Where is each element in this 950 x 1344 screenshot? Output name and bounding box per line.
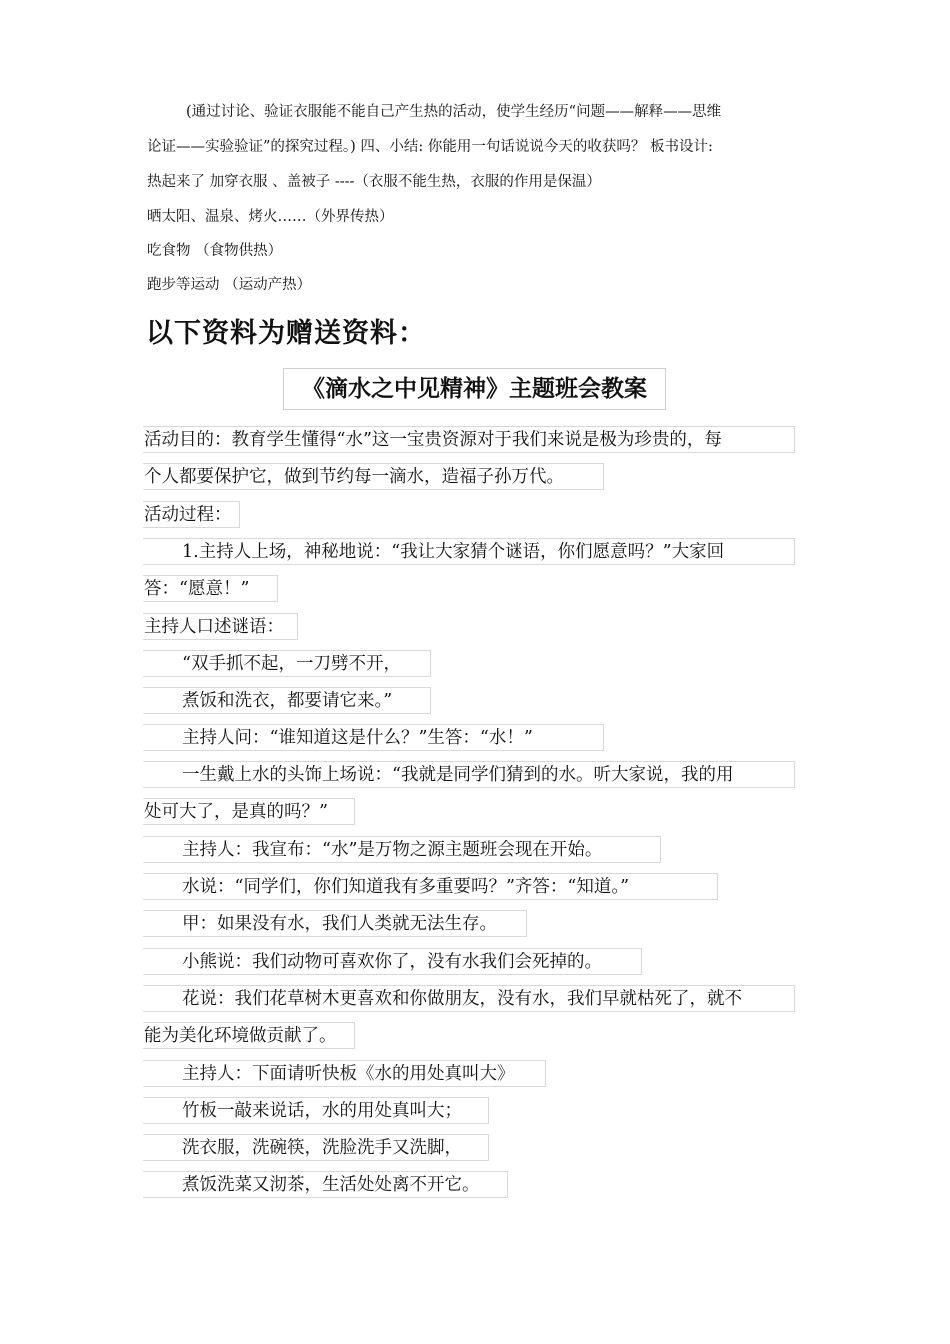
text-line: 主持人问：“谁知道这是什么？”生答：“水！” [143,724,604,751]
paragraph-line: 晒太阳、温泉、烤火……（外界传热） [147,209,394,225]
paragraph-line: 论证——实验验证”的探究过程。) 四、小结: 你能用一句话说说今天的收获吗？ 板书设计: [147,139,713,155]
text-line: 能为美化环境做贡献了。 [143,1022,355,1049]
text-line: 煮饭和洗衣，都要请它来。” [143,687,431,714]
text-line: 答：“愿意！” [143,575,278,602]
text-line: 洗衣服，洗碗筷，洗脸洗手又洗脚， [143,1134,489,1161]
paragraph-line: 跑步等运动 （运动产热） [147,277,312,293]
text-line: “双手抓不起，一刀劈不开， [143,650,431,677]
paragraph-line: (通过讨论、验证衣服能不能自己产生热的活动，使学生经历“问题——解释——思维 [186,104,722,120]
text-line: 竹板一敲来说话，水的用处真叫大； [143,1097,489,1124]
text-line: 主持人：下面请听快板《水的用处真叫大》 [143,1060,546,1087]
text-line: 水说：“同学们，你们知道我有多重要吗？”齐答：“知道。” [143,873,718,900]
text-line: 处可大了，是真的吗？” [143,798,355,825]
text-line: 煮饭洗菜又沏茶，生活处处离不开它。 [143,1171,508,1198]
paragraph-line: 吃食物 （食物供热） [147,243,283,259]
text-line: 一生戴上水的头饰上场说：“我就是同学们猜到的水。听大家说，我的用 [143,761,795,788]
bonus-heading: 以下资料为赠送资料： [146,318,426,349]
text-line: 花说：我们花草树木更喜欢和你做朋友，没有水，我们早就枯死了，就不 [143,985,795,1012]
text-line: 1.主持人上场，神秘地说：“我让大家猜个谜语，你们愿意吗？”大家回 [143,538,795,565]
text-line: 主持人口述谜语： [143,613,298,640]
paragraph-line: 热起来了 加穿衣服 、盖被子 ----（衣服不能生热，衣服的作用是保温） [147,174,601,190]
text-line: 甲：如果没有水，我们人类就无法生存。 [143,910,527,937]
text-line: 小熊说：我们动物可喜欢你了，没有水我们会死掉的。 [143,948,642,975]
text-line: 主持人：我宣布：“水”是万物之源主题班会现在开始。 [143,836,661,863]
text-line: 个人都要保护它，做到节约每一滴水，造福子孙万代。 [143,463,604,490]
text-line: 活动目的：教育学生懂得“水”这一宝贵资源对于我们来说是极为珍贵的，每 [143,426,795,453]
document-title: 《滴水之中见精神》主题班会教案 [283,368,666,410]
text-line: 活动过程： [143,501,240,528]
